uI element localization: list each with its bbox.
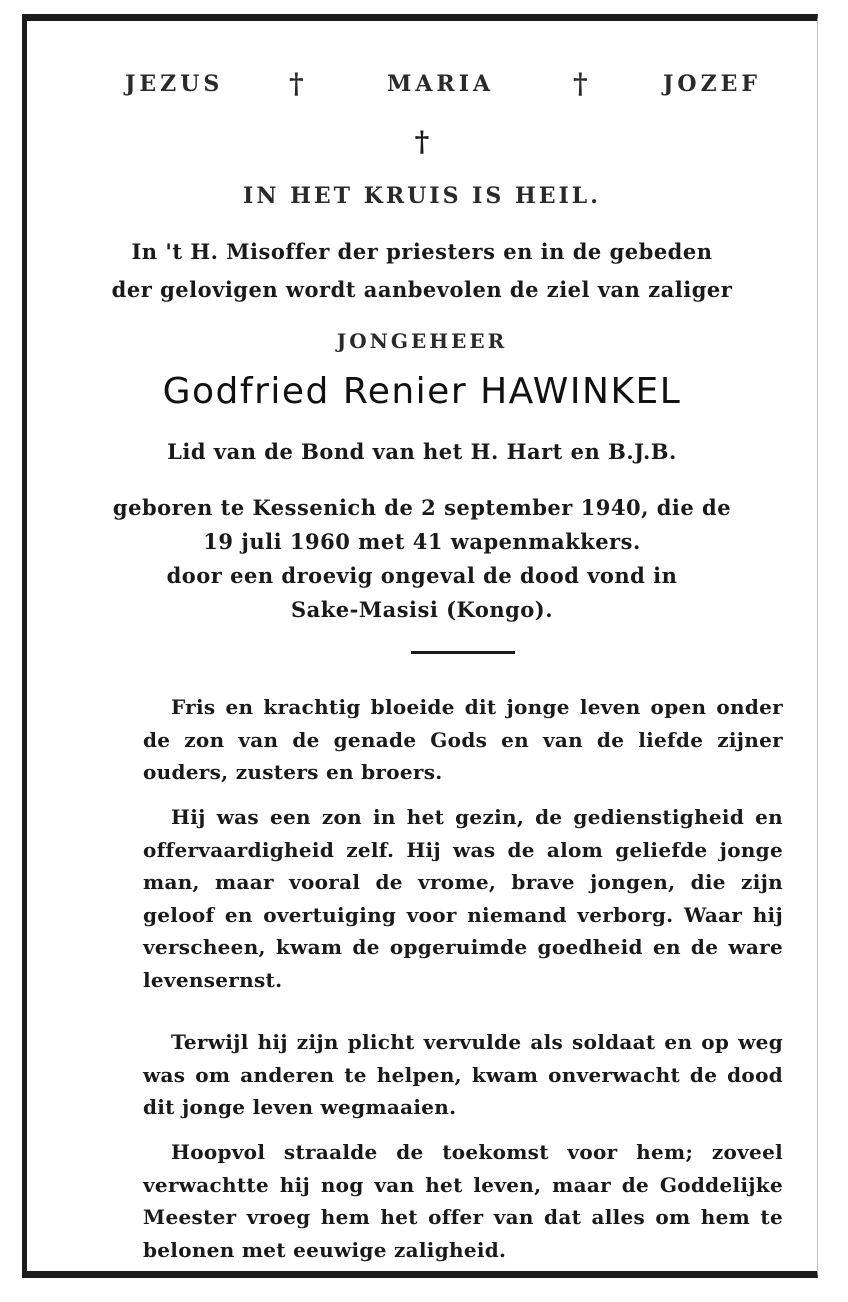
memorial-card [22,14,818,1278]
bio-line-2: 19 juli 1960 met 41 wapenmakkers. [203,529,641,554]
honorific-title: JONGEHEER [336,329,508,353]
paragraph-text: Terwijl hij zijn plicht vervulde als soldaat en op weg was om anderen te helpen, kwam onverwacht de dood dit jonge leven wegmaaien. [143,1030,783,1119]
bio-line-3: door een droevig ongeval de dood vond in [166,563,678,588]
header-jozef: JOZEF [663,71,762,97]
cross-icon: † [573,67,588,100]
paragraph-4 [143,1136,783,1266]
header-maria: MARIA [387,71,495,97]
paragraph-text: Hij was een zon in het gezin, de gedienstigheid en offervaardigheid zelf. Hij was de alom geliefde jonge man, maar vooral de vrome, brave jongen, die zijn geloof en overtuiging voor niemand verborg. Waar hij verscheen, kwam de opgeruimde goedheid en de ware levensernst. [143,805,783,992]
header-jezus: JEZUS [125,71,224,97]
paragraph-text: Fris en krachtig bloeide dit jonge leven open onder de zon van de genade Gods en van de liefde zijner ouders, zusters en broers. [143,695,783,784]
paragraph-text: Hoopvol straalde de toekomst voor hem; zoveel verwachtte hij nog van het leven, maar de Goddelijke Meester vroeg hem het offer van dat alles om hem te belonen met eeuwige zaligheid. [143,1140,783,1262]
divider [411,651,515,654]
paragraph-2 [143,801,783,996]
paragraph-1 [143,691,783,789]
bio-line-4: Sake-Masisi (Kongo). [290,597,554,622]
membership-line: Lid van de Bond van het H. Hart en B.J.B. [167,439,677,464]
motto: IN HET KRUIS IS HEIL. [243,183,601,209]
intro-line-1: In 't H. Misoffer der priesters en in de gebeden [131,239,713,264]
intro-line-2: der gelovigen wordt aanbevolen de ziel van zaliger [111,277,733,302]
paragraph-3 [143,1026,783,1124]
deceased-name: Godfried Renier HAWINKEL [162,371,682,412]
center-cross-icon: † [414,125,430,158]
cross-icon: † [289,67,304,100]
header-row [27,67,817,111]
bio-line-1: geboren te Kessenich de 2 september 1940, die de [112,495,732,520]
